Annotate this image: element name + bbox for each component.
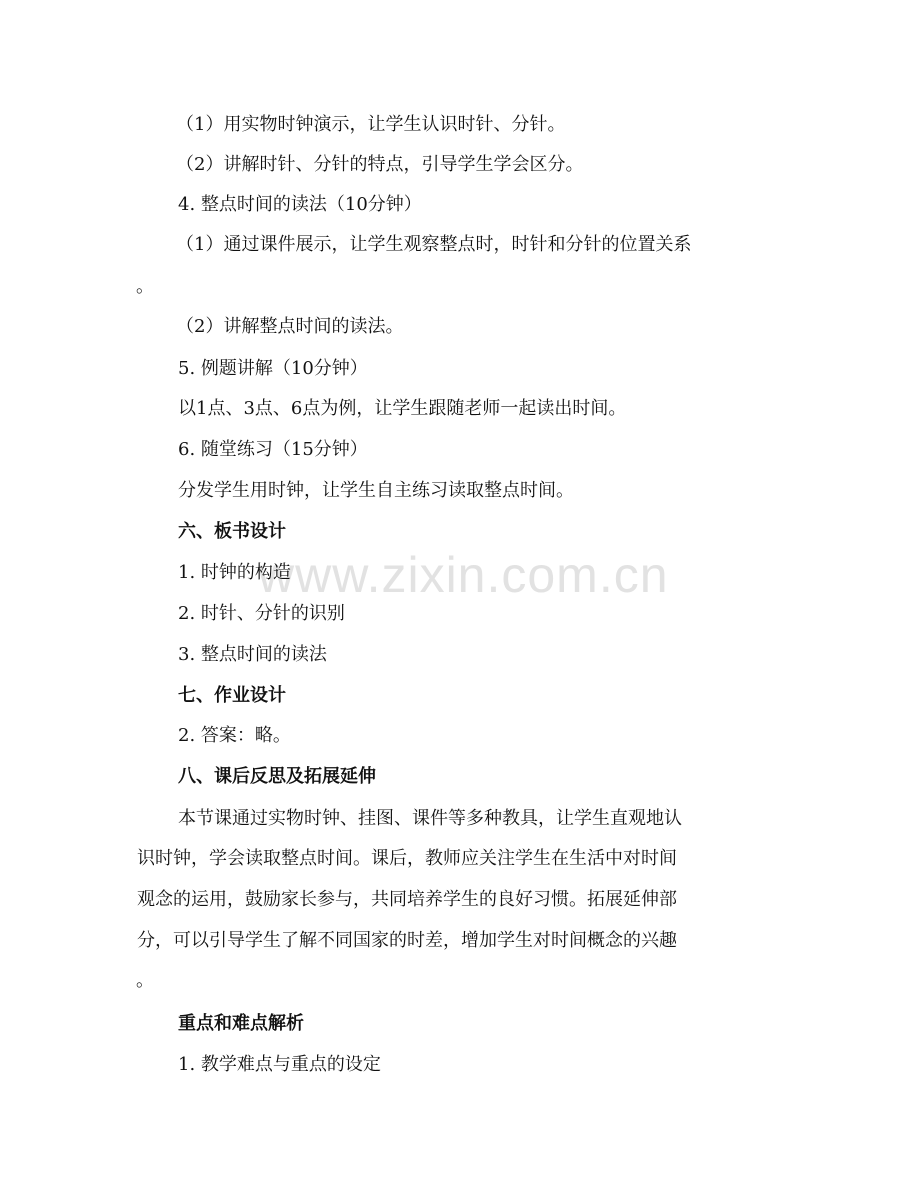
text-line: 6. 随堂练习（15分钟） xyxy=(178,439,368,460)
text-line: 2. 时针、分针的识别 xyxy=(178,603,345,624)
section-heading: 七、作业设计 xyxy=(178,685,286,706)
watermark: www.zixin.com.cn xyxy=(258,547,669,603)
text-line: （2）讲解时针、分针的特点，引导学生学会区分。 xyxy=(176,154,584,175)
text-line: 分发学生用时钟，让学生自主练习读取整点时间。 xyxy=(178,480,574,501)
text-line: 4. 整点时间的读法（10分钟） xyxy=(178,194,422,215)
paragraph-line: 分，可以引导学生了解不同国家的时差，增加学生对时间概念的兴趣 xyxy=(137,930,677,951)
text-line: 5. 例题讲解（10分钟） xyxy=(178,358,368,379)
text-line: 3. 整点时间的读法 xyxy=(178,644,327,665)
paragraph-line: 观念的运用，鼓励家长参与，共同培养学生的良好习惯。拓展延伸部 xyxy=(137,889,677,910)
section-heading: 六、板书设计 xyxy=(178,521,286,542)
paragraph-line: 。 xyxy=(136,970,154,991)
paragraph-line: 本节课通过实物时钟、挂图、课件等多种教具，让学生直观地认 xyxy=(178,808,682,829)
text-line: 1. 时钟的构造 xyxy=(178,562,291,583)
section-heading: 重点和难点解析 xyxy=(178,1013,304,1034)
text-line: （1）通过课件展示，让学生观察整点时，时针和分针的位置关系 xyxy=(176,234,692,255)
text-line: 1. 教学难点与重点的设定 xyxy=(178,1054,381,1075)
text-line: 。 xyxy=(136,276,154,297)
paragraph-line: 识时钟，学会读取整点时间。课后，教师应关注学生在生活中对时间 xyxy=(137,848,677,869)
text-line: 2. 答案：略。 xyxy=(178,725,291,746)
text-line: 以1点、3点、6点为例，让学生跟随老师一起读出时间。 xyxy=(178,398,627,419)
text-line: （1）用实物时钟演示，让学生认识时针、分针。 xyxy=(176,114,566,135)
text-line: （2）讲解整点时间的读法。 xyxy=(176,316,404,337)
section-heading: 八、课后反思及拓展延伸 xyxy=(178,766,376,787)
